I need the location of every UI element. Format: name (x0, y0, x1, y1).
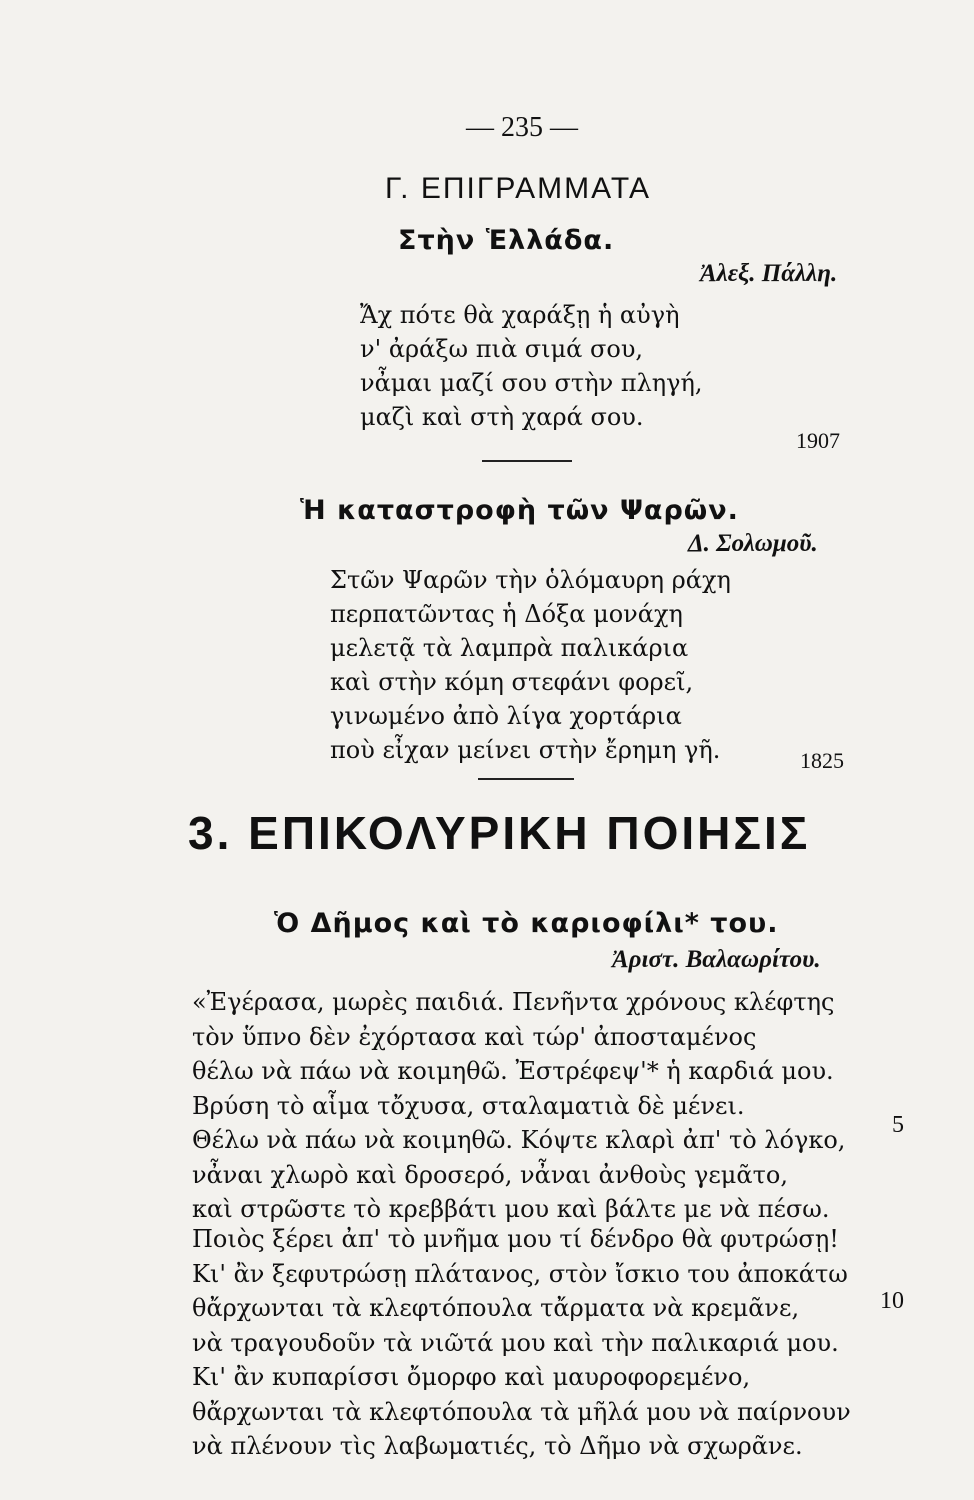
verse-line: καὶ στρῶστε τὸ κρεββάτι μου καὶ βάλτε με νὰ πέσω. (192, 1195, 830, 1223)
verse-line: Κι' ἂν κυπαρίσσι ὄμορφο καὶ μαυροφορεμένο, (192, 1363, 751, 1391)
verse-line: νὰ πλένουν τὶς λαβωματιές, τὸ Δῆμο νὰ σχωρᾶνε. (192, 1432, 803, 1460)
verse-line: καὶ στὴν κόμη στεφάνι φορεῖ, (330, 668, 694, 696)
poem-title: Στὴν Ἑλλάδα. (398, 225, 615, 256)
separator-rule (478, 778, 574, 780)
poem-author: Ἀριστ. Βαλαωρίτου. (612, 946, 821, 973)
poem-author: Δ. Σολωμοῦ. (688, 530, 818, 557)
verse-line: νὰ τραγουδοῦν τὰ νιῶτά μου καὶ τὴν παλικαριά μου. (192, 1328, 839, 1357)
line-number: 10 (880, 1288, 904, 1314)
verse-line: Βρύση τὸ αἷμα τὄχυσα, σταλαματιὰ δὲ μένει. (192, 1091, 745, 1120)
verse-line: θἄρχωνται τὰ κλεφτόπουλα τἄρματα νὰ κρεμᾶνε, (192, 1294, 800, 1322)
poem-verse (360, 298, 703, 434)
section-heading-epigrams: Γ. ΕΠΙΓΡΑΜΜΑΤΑ (384, 172, 652, 205)
verse-line: Ποιὸς ξέρει ἀπ' τὸ μνῆμα μου τί δένδρο θὰ φυτρώσῃ! (192, 1225, 839, 1253)
verse-line: γινωμένο ἀπὸ λίγα χορτάρια (330, 702, 682, 730)
verse-line: ν' ἀράξω πιὰ σιμά σου, (360, 335, 644, 363)
poem-title: Ἡ καταστροφὴ τῶν Ψαρῶν. (300, 495, 739, 526)
poem-verse (330, 563, 731, 767)
verse-line: ποὺ εἶχαν μείνει στὴν ἔρημη γῆ. (330, 736, 721, 764)
verse-line: τὸν ὕπνο δὲν ἐχόρτασα καὶ τώρ' ἀποσταμένος (192, 1022, 757, 1051)
verse-line: Ἄχ πότε θὰ χαράξῃ ἡ αὐγὴ (360, 301, 680, 329)
verse-line: Στῶν Ψαρῶν τὴν ὁλόμαυρη ράχη (330, 566, 731, 594)
page-number: — 235 — (466, 112, 578, 143)
poem-year: 1907 (796, 428, 840, 453)
separator-rule (482, 460, 572, 462)
verse-line: μαζὶ καὶ στὴ χαρά σου. (360, 403, 644, 431)
verse-line: θέλω νὰ πάω νὰ κοιμηθῶ. Ἐστρέφεψ'* ἡ καρδιά μου. (192, 1057, 834, 1085)
verse-line: νἆναι χλωρὸ καὶ δροσερό, νἆναι ἀνθοὺς γεμᾶτο, (192, 1160, 788, 1189)
verse-line: Κι' ἂν ξεφυτρώσῃ πλάτανος, στὸν ἴσκιο του ἀποκάτω (192, 1259, 848, 1288)
verse-line: «Ἐγέρασα, μωρὲς παιδιά. Πενῆντα χρόνους κλέφτης (192, 988, 835, 1016)
verse-line: μελετᾷ τὰ λαμπρὰ παλικάρια (330, 634, 689, 662)
verse-line: περπατῶντας ἡ Δόξα μονάχη (330, 600, 683, 628)
line-number: 5 (892, 1112, 904, 1138)
poem-title: Ὁ Δῆμος καὶ τὸ καριοφίλι* του. (274, 908, 779, 939)
poem-stanza-2 (192, 1222, 851, 1464)
section-heading-epicolyric: 3. ΕΠΙΚΟΛΥΡΙΚΗ ΠΟΙΗΣΙΣ (188, 807, 811, 859)
poem-stanza-1 (192, 985, 845, 1227)
poem-year: 1825 (800, 748, 844, 773)
verse-line: νἆμαι μαζί σου στὴν πληγή, (360, 369, 703, 397)
poem-author: Ἀλεξ. Πάλλη. (700, 260, 838, 287)
verse-line: θἄρχωνται τὰ κλεφτόπουλα τὰ μῆλά μου νὰ παίρνουν (192, 1397, 851, 1426)
verse-line: Θέλω νὰ πάω νὰ κοιμηθῶ. Κόψτε κλαρὶ ἀπ' τὸ λόγκο, (192, 1126, 846, 1154)
